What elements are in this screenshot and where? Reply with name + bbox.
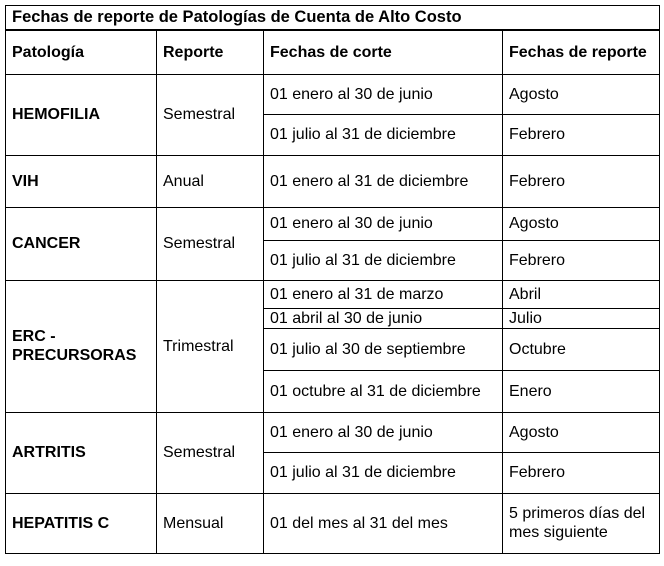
reporte-cell: Trimestral	[157, 280, 264, 412]
patologia-cell: VIH	[6, 155, 157, 207]
fecha-reporte-cell: Agosto	[503, 207, 660, 240]
fecha-corte-cell: 01 julio al 31 de diciembre	[264, 114, 503, 155]
reporte-cell: Semestral	[157, 207, 264, 280]
fecha-reporte-cell: Agosto	[503, 74, 660, 114]
reporte-cell: Semestral	[157, 74, 264, 155]
table-row	[6, 74, 660, 114]
reporte-cell: Anual	[157, 155, 264, 207]
fecha-reporte-cell: Febrero	[503, 240, 660, 280]
table-title: Fechas de reporte de Patologías de Cuenta de Alto Costo	[6, 6, 660, 31]
reporte-cell: Mensual	[157, 493, 264, 553]
table-row	[6, 207, 660, 240]
table-row	[6, 155, 660, 207]
fecha-corte-cell: 01 julio al 31 de diciembre	[264, 452, 503, 493]
fecha-reporte-cell: Julio	[503, 308, 660, 328]
patologia-cell: HEMOFILIA	[6, 74, 157, 155]
fecha-reporte-cell: Febrero	[503, 452, 660, 493]
fecha-corte-cell: 01 abril al 30 de junio	[264, 308, 503, 328]
header-fechas-reporte: Fechas de reporte	[503, 30, 660, 74]
fecha-corte-cell: 01 enero al 31 de marzo	[264, 280, 503, 308]
fecha-corte-cell: 01 enero al 31 de diciembre	[264, 155, 503, 207]
fecha-corte-cell: 01 enero al 30 de junio	[264, 207, 503, 240]
table-title-row	[6, 6, 660, 31]
header-reporte: Reporte	[157, 30, 264, 74]
fecha-reporte-cell: 5 primeros días del mes siguiente	[503, 493, 660, 553]
report-dates-table	[5, 5, 660, 554]
reporte-cell: Semestral	[157, 412, 264, 493]
header-fechas-corte: Fechas de corte	[264, 30, 503, 74]
fecha-corte-cell: 01 enero al 30 de junio	[264, 412, 503, 452]
fecha-reporte-cell: Abril	[503, 280, 660, 308]
fecha-corte-cell: 01 julio al 30 de septiembre	[264, 328, 503, 370]
header-row	[6, 30, 660, 74]
fecha-corte-cell: 01 octubre al 31 de diciembre	[264, 370, 503, 412]
table-row	[6, 280, 660, 308]
fecha-corte-cell: 01 del mes al 31 del mes	[264, 493, 503, 553]
fecha-reporte-cell: Agosto	[503, 412, 660, 452]
fecha-reporte-cell: Enero	[503, 370, 660, 412]
table-row	[6, 493, 660, 553]
patologia-cell: CANCER	[6, 207, 157, 280]
fecha-corte-cell: 01 julio al 31 de diciembre	[264, 240, 503, 280]
fecha-reporte-cell: Octubre	[503, 328, 660, 370]
patologia-cell: HEPATITIS C	[6, 493, 157, 553]
header-patologia: Patología	[6, 30, 157, 74]
fecha-reporte-cell: Febrero	[503, 155, 660, 207]
patologia-cell: ARTRITIS	[6, 412, 157, 493]
fecha-reporte-cell: Febrero	[503, 114, 660, 155]
fecha-corte-cell: 01 enero al 30 de junio	[264, 74, 503, 114]
patologia-cell: ERC - PRECURSORAS	[6, 280, 157, 412]
table-row	[6, 412, 660, 452]
